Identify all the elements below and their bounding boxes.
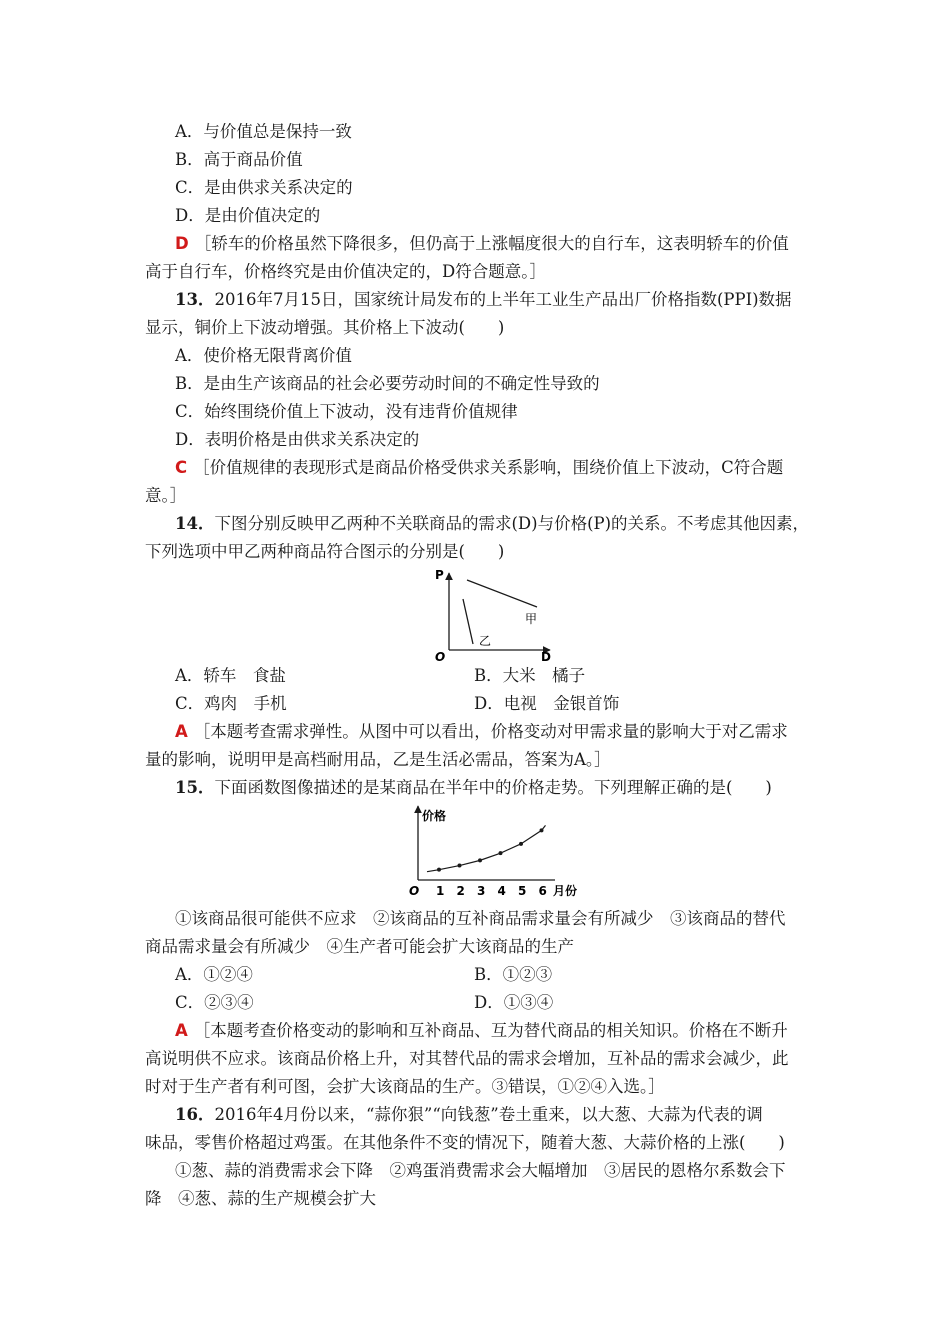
q15-x-tick-label: 6 bbox=[538, 884, 547, 898]
q14-line-yi bbox=[463, 599, 473, 644]
q15-explanation bbox=[175, 1020, 788, 1042]
q13-answer: C bbox=[175, 458, 188, 477]
q14-stem bbox=[175, 513, 809, 535]
q15-price-point bbox=[437, 868, 441, 872]
q12-option-a: A．与价值总是保持一致 bbox=[175, 122, 352, 141]
q13-stem-line1: 2016年7月15日，国家统计局发布的上半年工业生产品出厂价格指数(PPI)数据 bbox=[214, 290, 792, 309]
q12-explanation bbox=[175, 233, 789, 255]
q15-price-point bbox=[519, 842, 523, 846]
q16-stem-line1: 2016年4月份以来，“蒜你狠”“向钱葱”卷土重来，以大葱、大蒜为代表的调 bbox=[214, 1105, 763, 1124]
q14-label-yi: 乙 bbox=[479, 634, 492, 648]
q14-explanation-line1: ［本题考查需求弹性。从图中可以看出，价格变动对甲需求量的影响大于对乙需求 bbox=[193, 722, 788, 741]
q14-explanation-line2: 量的影响，说明甲是高档耐用品，乙是生活必需品，答案为A。］ bbox=[145, 750, 611, 769]
q14-stem-line1: 下图分别反映甲乙两种不关联商品的需求(D)与价格(P)的关系。不考虑其他因素， bbox=[214, 514, 810, 533]
q13-stem bbox=[175, 289, 792, 311]
q15-y-axis-label: 价格 bbox=[422, 809, 447, 823]
q15-number: 15． bbox=[175, 778, 215, 797]
q15-x-tick-label: 2 bbox=[456, 884, 465, 898]
q16-stem-line2: 味品，零售价格超过鸡蛋。在其他条件不变的情况下，随着大葱、大蒜价格的上涨( ) bbox=[145, 1133, 785, 1152]
q12-option-d: D．是由价值决定的 bbox=[175, 206, 321, 225]
q15-explanation-line2: 高说明供不应求。该商品价格上升，对其替代品的需求会增加，互补品的需求会减少，此 bbox=[145, 1049, 789, 1068]
q14-option-a: A．轿车 食盐 bbox=[175, 666, 286, 685]
q15-price-line bbox=[427, 825, 546, 871]
q15-option-c: C．②③④ bbox=[175, 993, 254, 1012]
q13-explanation bbox=[175, 457, 783, 479]
q12-explanation-line2: 高于自行车，价格终究是由价值决定的，D符合题意。］ bbox=[145, 262, 546, 281]
q13-explanation-line1: ［价值规律的表现形式是商品价格受供求关系影响，围绕价值上下波动，C符合题 bbox=[193, 458, 784, 477]
q14-origin-label: O bbox=[435, 650, 446, 664]
q15-price-point bbox=[458, 864, 462, 868]
q14-y-axis-label: P bbox=[435, 568, 444, 582]
q14-label-jia: 甲 bbox=[525, 612, 538, 626]
q13-option-b: B．是由生产该商品的社会必要劳动时间的不确定性导致的 bbox=[175, 374, 600, 393]
q15-explanation-line1: ［本题考查价格变动的影响和互补商品、互为替代商品的相关知识。价格在不断升 bbox=[193, 1021, 788, 1040]
q15-price-point bbox=[540, 828, 544, 832]
q13-option-a: A．使价格无限背离价值 bbox=[175, 346, 352, 365]
q14-option-c: C．鸡肉 手机 bbox=[175, 694, 287, 713]
q13-stem-line2: 显示，铜价上下波动增强。其价格上下波动( ) bbox=[145, 318, 505, 337]
q14-demand-figure bbox=[425, 565, 565, 665]
q16-number: 16． bbox=[175, 1105, 215, 1124]
q14-explanation bbox=[175, 721, 788, 743]
q12-answer: D bbox=[175, 234, 189, 253]
q15-price-point bbox=[478, 858, 482, 862]
q13-option-c: C．始终围绕价值上下波动，没有违背价值规律 bbox=[175, 402, 518, 421]
q15-x-tick-label: 4 bbox=[497, 884, 506, 898]
q15-statements-line1: ①该商品很可能供不应求 ②该商品的互补商品需求量会有所减少 ③该商品的替代 bbox=[175, 909, 786, 928]
q15-option-b: B．①②③ bbox=[474, 965, 553, 984]
q14-number: 14． bbox=[175, 514, 215, 533]
q15-price-point bbox=[499, 851, 503, 855]
q15-origin-label: O bbox=[409, 884, 420, 898]
q13-option-d: D．表明价格是由供求关系决定的 bbox=[175, 430, 420, 449]
q14-line-jia bbox=[467, 580, 537, 607]
q14-option-b: B．大米 橘子 bbox=[474, 666, 586, 685]
q14-stem-line2: 下列选项中甲乙两种商品符合图示的分别是( ) bbox=[145, 542, 505, 561]
q15-x-tick-label: 3 bbox=[477, 884, 486, 898]
q15-stem-text: 下面函数图像描述的是某商品在半年中的价格走势。下列理解正确的是( ) bbox=[214, 778, 772, 797]
q12-explanation-line1: ［轿车的价格虽然下降很多，但仍高于上涨幅度很大的自行车，这表明轿车的价值 bbox=[194, 234, 789, 253]
q15-answer: A bbox=[175, 1021, 188, 1040]
q14-option-d: D．电视 金银首饰 bbox=[474, 694, 620, 713]
q15-explanation-line3: 时对于生产者有利可图，会扩大该商品的生产。③错误，①②④入选。］ bbox=[145, 1077, 665, 1096]
q13-number: 13． bbox=[175, 290, 215, 309]
q13-explanation-line2: 意。］ bbox=[145, 486, 187, 505]
q15-option-d: D．①③④ bbox=[474, 993, 554, 1012]
q15-statements-line2: 商品需求量会有所减少 ④生产者可能会扩大该商品的生产 bbox=[145, 937, 574, 956]
q15-price-chart bbox=[405, 800, 585, 904]
q12-option-b: B．高于商品价值 bbox=[175, 150, 303, 169]
q15-x-axis-label: 月份 bbox=[553, 884, 578, 898]
q12-option-c: C．是由供求关系决定的 bbox=[175, 178, 353, 197]
q15-stem bbox=[175, 777, 772, 799]
q14-x-axis-label: D bbox=[541, 650, 551, 664]
q15-x-tick-label: 1 bbox=[436, 884, 445, 898]
q16-stem bbox=[175, 1104, 763, 1126]
q16-statements-line2: 降 ④葱、蒜的生产规模会扩大 bbox=[145, 1189, 376, 1208]
q16-statements-line1: ①葱、蒜的消费需求会下降 ②鸡蛋消费需求会大幅增加 ③居民的恩格尔系数会下 bbox=[175, 1161, 786, 1180]
q14-answer: A bbox=[175, 722, 188, 741]
q15-option-a: A．①②④ bbox=[175, 965, 253, 984]
q15-x-tick-label: 5 bbox=[518, 884, 527, 898]
